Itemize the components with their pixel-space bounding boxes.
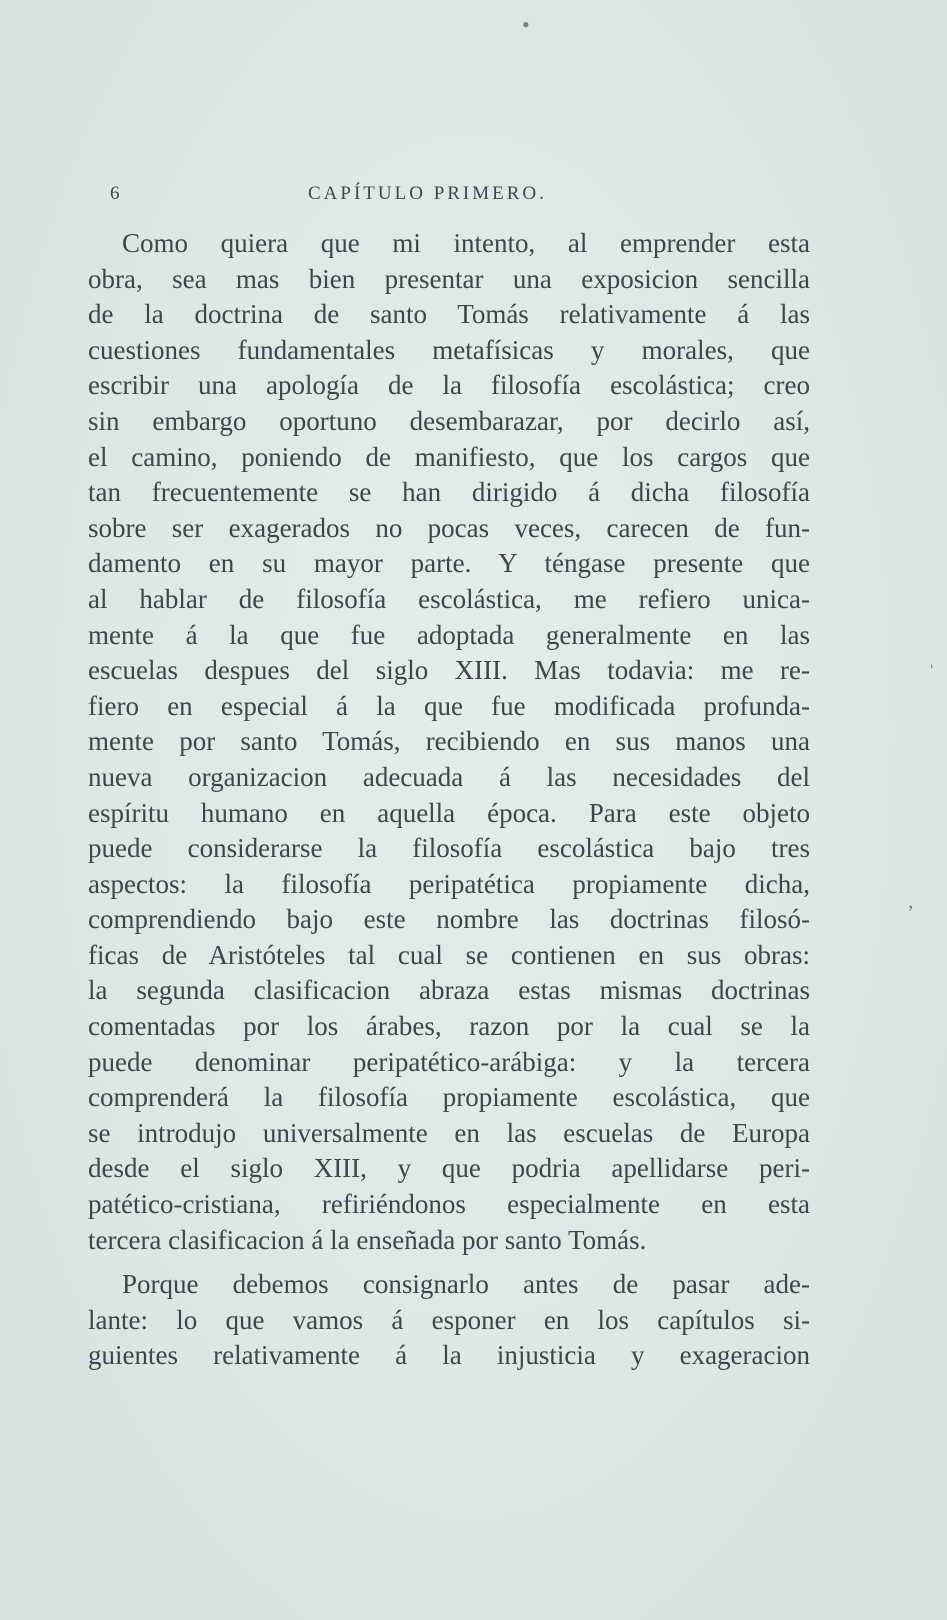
running-header	[110, 183, 810, 213]
text-line: mente á la que fue adoptada generalmente en las	[88, 619, 810, 650]
text-line: puede considerarse la filosofía escolástica bajo tres	[88, 833, 810, 864]
text-line: ficas de Aristóteles tal cual se contienen en sus obras:	[88, 939, 810, 970]
page-number: 6	[110, 183, 122, 204]
text-line: tan frecuentemente se han dirigido á dicha filosofía	[88, 477, 810, 508]
text-line: damento en su mayor parte. Y téngase presente que	[88, 548, 810, 579]
text-line: de la doctrina de santo Tomás relativamente á las	[88, 299, 810, 330]
text-line: lante: lo que vamos á esponer en los capítulos si-	[88, 1304, 810, 1335]
paragraph-2	[88, 1267, 810, 1374]
text-line: se introdujo universalmente en las escuelas de Europa	[88, 1117, 810, 1148]
body-text	[88, 226, 810, 1374]
text-line: sobre ser exagerados no pocas veces, carecen de fun-	[88, 512, 810, 543]
text-line: el camino, poniendo de manifiesto, que los cargos que	[88, 441, 810, 472]
text-line: cuestiones fundamentales metafísicas y morales, que	[88, 334, 810, 365]
text-line: guientes relativamente á la injusticia y exageracion	[88, 1340, 810, 1371]
text-line: puede denominar peripatético-arábiga: y la tercera	[88, 1046, 810, 1077]
text-line: comprendiendo bajo este nombre las doctrinas filosó-	[88, 904, 810, 935]
text-line: espíritu humano en aquella época. Para este objeto	[88, 797, 810, 828]
text-line: al hablar de filosofía escolástica, me refiero unica-	[88, 583, 810, 614]
text-line: desde el siglo XIII, y que podria apellidarse peri-	[88, 1153, 810, 1184]
text-line: fiero en especial á la que fue modificada profunda-	[88, 690, 810, 721]
text-line: mente por santo Tomás, recibiendo en sus manos una	[88, 726, 810, 757]
ink-speck: ,	[908, 888, 914, 913]
text-line: aspectos: la filosofía peripatética propiamente dicha,	[88, 868, 810, 899]
text-line: tercera clasificacion á la enseñada por santo Tomás.	[88, 1224, 647, 1255]
text-line: patético-cristiana, refiriéndonos especialmente en esta	[88, 1189, 810, 1220]
text-line: sin embargo oportuno desembarazar, por decirlo así,	[88, 405, 810, 436]
text-line: nueva organizacion adecuada á las necesidades del	[88, 761, 810, 792]
text-line: Porque debemos consignarlo antes de pasar ade-	[122, 1269, 810, 1300]
ink-speck: ˈ	[928, 660, 936, 685]
paragraph-1	[88, 226, 810, 1258]
text-line: Como quiera que mi intento, al emprender esta	[122, 228, 810, 258]
text-line: la segunda clasificacion abraza estas mismas doctrinas	[88, 975, 810, 1006]
text-line: comentadas por los árabes, razon por la cual se la	[88, 1011, 810, 1042]
text-line: escribir una apología de la filosofía escolástica; creo	[88, 370, 810, 401]
text-line: comprenderá la filosofía propiamente escolástica, que	[88, 1082, 810, 1113]
text-line: obra, sea mas bien presentar una exposicion sencilla	[88, 263, 810, 294]
ink-speck: •	[522, 12, 530, 37]
running-title: CAPÍTULO PRIMERO.	[308, 183, 547, 204]
text-line: escuelas despues del siglo XIII. Mas todavia: me re-	[88, 655, 810, 686]
paragraph-gap	[88, 1258, 810, 1267]
